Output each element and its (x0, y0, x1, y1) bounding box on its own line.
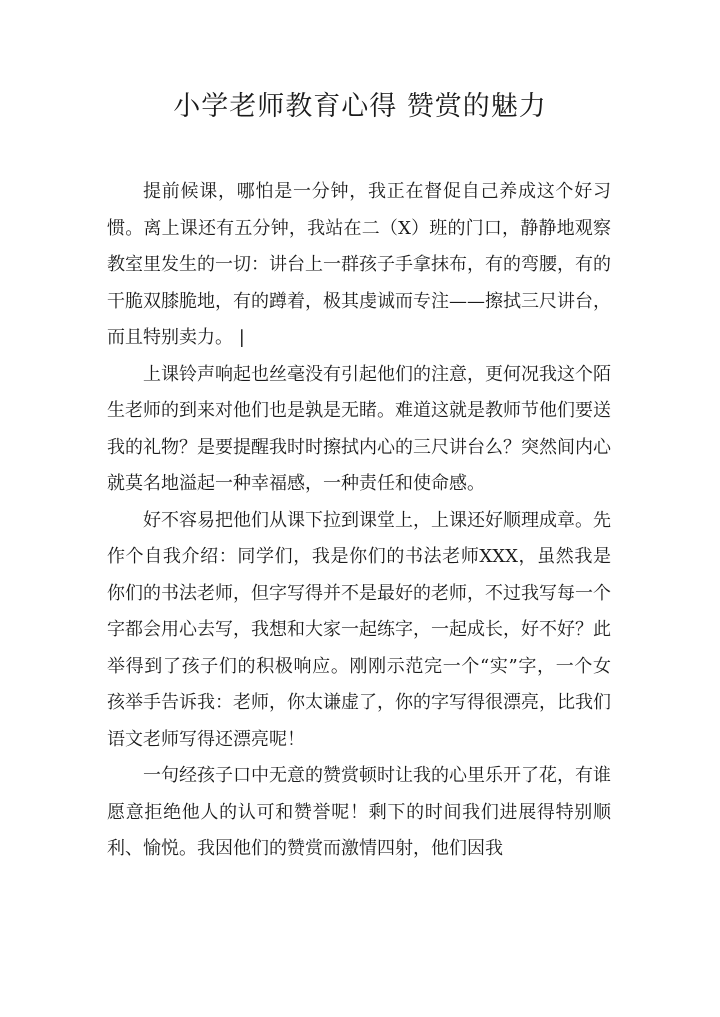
document-title: 小学老师教育心得 赞赏的魅力 (173, 91, 547, 122)
paragraph-1: 提前候课，哪怕是一分钟，我正在督促自己养成这个好习惯。离上课还有五分钟，我站在二（X）班的门口，静静地观察教室里发生的一切：讲台上一群孩子手拿抹布，有的弯腰，有的干脆双膝脆地，有的蹲着，极其虔诚而专注——擦拭三尺讲台，而且特别卖力。 | (107, 181, 611, 348)
document-body (107, 174, 611, 868)
paragraph-2: 上课铃声响起也丝毫没有引起他们的注意，更何况我这个陌生老师的到来对他们也是孰是无睹。难道这就是教师节他们要送我的礼物？是要提醒我时时擦拭内心的三尺讲台么？突然间内心就莫名地溢起一种幸福感，一种责任和使命感。 (107, 363, 611, 494)
paragraph-3: 好不容易把他们从课下拉到课堂上，上课还好顺理成章。先作个自我介绍：同学们，我是你们的书法老师XXX，虽然我是你们的书法老师，但字写得并不是最好的老师，不过我写每一个字都会用心去写，我想和大家一起练字，一起成长，好不好？此举得到了孩子们的积极响应。刚刚示范完一个“实”字，一个女孩举手告诉我：老师，你太谦虚了，你的字写得很漂亮，比我们语文老师写得还漂亮呢！ (107, 509, 611, 750)
paragraph-4: 一句经孩子口中无意的赞赏顿时让我的心里乐开了花，有谁愿意拒绝他人的认可和赞誉呢！剩下的时间我们进展得特别顺利、愉悦。我因他们的赞赏而激情四射，他们因我 (107, 765, 611, 859)
